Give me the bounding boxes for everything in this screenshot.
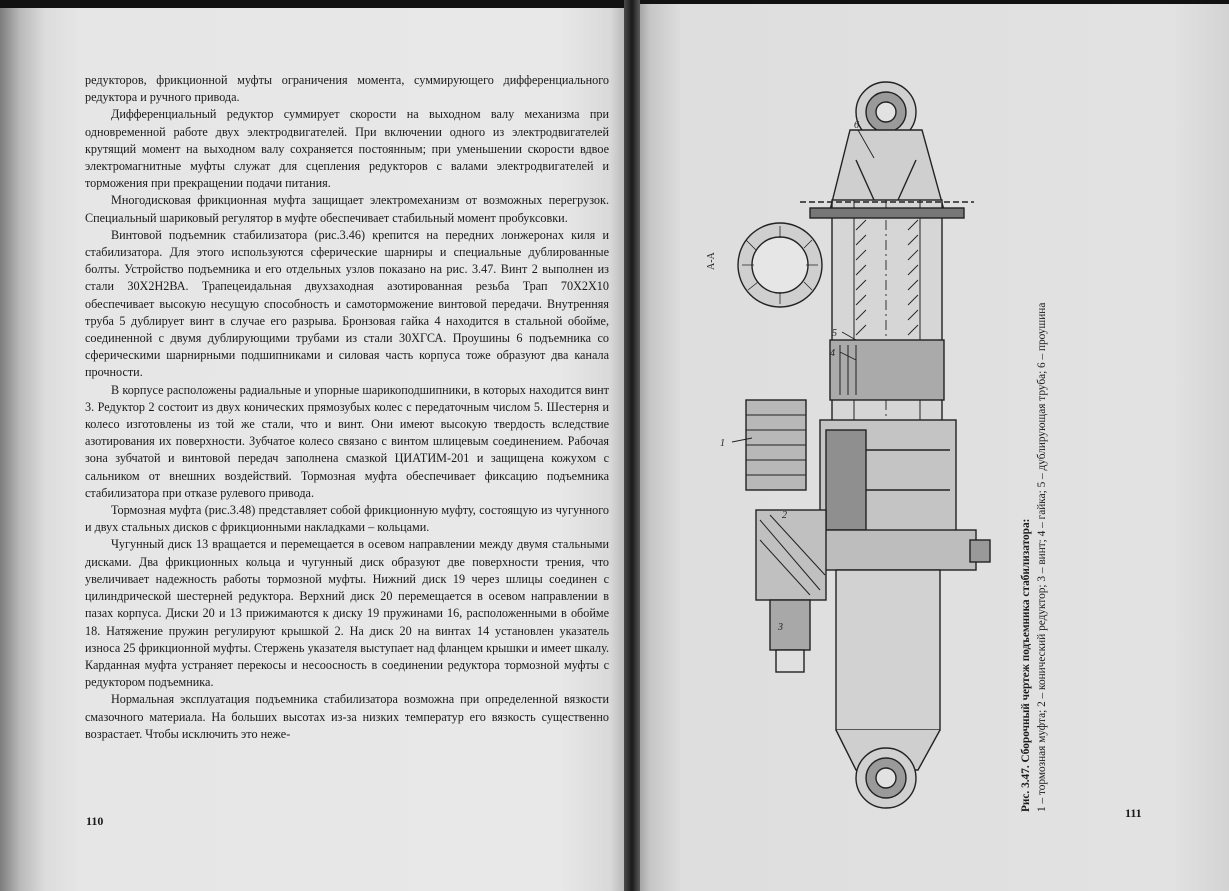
paragraph: Тормозная муфта (рис.3.48) представляет собой фрикционную муфту, состоящую из чугунного и двух стальных дисков с фрикционными накладками – кольцами. xyxy=(85,503,609,535)
page-number-right: 111 xyxy=(1125,806,1142,820)
stabilizer-lift-drawing xyxy=(660,70,1000,810)
callout-3: 3 xyxy=(778,622,783,633)
figure-caption xyxy=(1018,52,1050,812)
paragraph: В корпусе расположены радиальные и упорные шарикоподшипники, в которых находится винт 3. Редуктор 2 состоит из двух конических прямозубых колес с передаточным числом 5. Шестерня и колесо изготовлены из той же стали, что и винт. Они имеют высокую твердость вследствие азотирования их поверхности. Зубчатое колесо связано с винтом шлицевым соединением. Рабочая зона зубчатой и винтовой передач заполнена смазкой ЦИАТИМ-201 и защищена кожухом с сальником от внешних воздействий. Тормозная муфта обеспечивает фиксацию подъемника стабилизатора при отказе рулевого привода. xyxy=(85,382,609,500)
callout-6: 6 xyxy=(854,120,859,131)
paragraph: Нормальная эксплуатация подъемника стабилизатора возможна при определенной вязкости смазочного материала. На больших высотах из-за низких температур его вязкость существенно возрастает. Чтобы исключить это неже- xyxy=(85,692,609,741)
caption-title: Рис. 3.47. Сборочный чертеж подъемника стабилизатора: xyxy=(1020,518,1032,812)
paragraph: Дифференциальный редуктор суммирует скорости на выходном валу механизма при одновременной работе двух электродвигателей. При включении одного из электродвигателей крутящий момент на выходном валу сохраняется постоянным; при уменьшении скорости вдвое электромагнитные муфты служат для сцепления редукторов с валами электродвигателей и торможения при прекращении подачи питания. xyxy=(85,107,609,191)
paragraph: редукторов, фрикционной муфты ограничения момента, суммирующего дифференциального редуктора и ручного привода. xyxy=(85,73,609,105)
paragraph: Винтовой подъемник стабилизатора (рис.3.46) крепится на передних лонжеронах киля и стабилизатора. Для этого используются сферические шарниры и специальные дублированные болты. Устройство подъемника и его отдельных узлов показано на рис. 3.47. Винт 2 выполнен из стали 30Х2Н2ВА. Трапецеидальная двухзаходная азотированная резьба Трап 70Х2Х10 обеспечивает высокую несущую способность и самоторможение винтовой передачи. Внутренняя труба 5 дублирует винт в случае его разрыва. Бронзовая гайка 4 находится в стальной обойме, соединенной с двумя дублирующими трубами из стали 30ХГСА. Проушины 6 подъемника со сферическими шарнирными подшипниками и силовая часть корпуса тоже образуют два канала прочности. xyxy=(85,227,609,380)
paragraph: Многодисковая фрикционная муфта защищает электромеханизм от возможных перегрузок. Специальный шариковый регулятор в муфте обеспечивает стабильный момент пробуксовки. xyxy=(85,193,609,225)
caption-text: 1 – тормозная муфта; 2 – конический редуктор; 3 – винт; 4 – гайка; 5 – дублирующая труба; 6 – проушина xyxy=(1036,302,1048,812)
callout-5: 5 xyxy=(832,328,837,339)
paragraph: Чугунный диск 13 вращается и перемещается в осевом направлении между двумя стальными дисками. Два фрикционных кольца и чугунный диск образуют две поверхности трения, что увеличивает надежность работы тормозной муфты. Нижний диск 19 через шлицы соединен с цилиндрической шестерней редуктора. Верхний диск 20 перемещается в осевом направлении в пазах корпуса. Диски 20 и 13 прижимаются к диску 19 пружинами 16, расположенными в обойме 18. Натяжение пружин регулируют крышкой 2. На диск 20 на винтах 14 установлен указатель износа 25 фрикционной муфты. Стержень указателя выступает над фланцем крышки и имеет шкалу. Карданная муфта устраняет перекосы и несоосность в соединении редуктора тормозной муфты с редуктором подъемника. xyxy=(85,537,609,690)
callout-2: 2 xyxy=(782,510,787,521)
bevel-reducer xyxy=(756,510,826,600)
section-label: А-А xyxy=(706,252,717,270)
callout-4: 4 xyxy=(830,348,835,359)
book-gutter xyxy=(624,0,640,891)
page-number-left: 110 xyxy=(86,814,104,828)
callout-1: 1 xyxy=(720,438,725,449)
left-page-text xyxy=(85,72,609,743)
